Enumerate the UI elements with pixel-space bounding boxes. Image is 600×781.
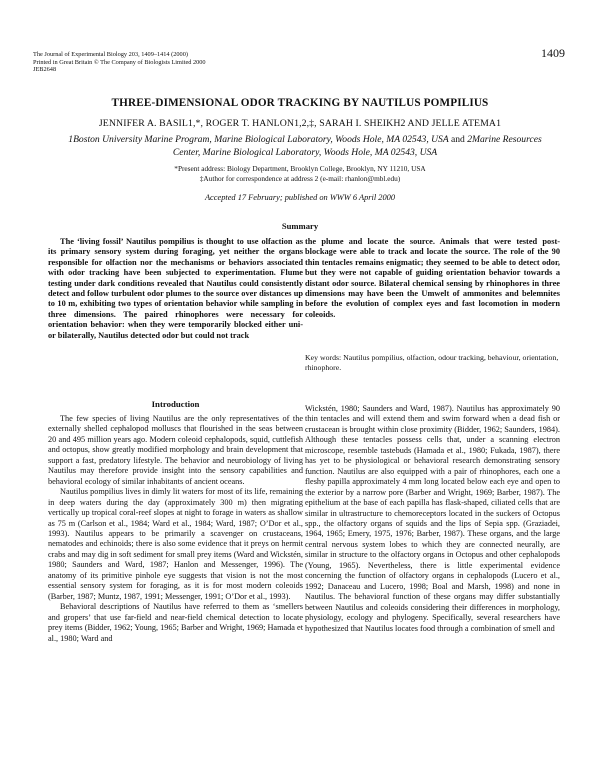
affiliation-conjunction: and <box>450 134 465 145</box>
body-paragraph: Wickstén, 1980; Saunders and Ward, 1987). Nautilus has approximately 90 thin tentacles and will extend them and swim forward when a dead fish or crustacean is brought within close proximity (Bidder, 1962; Saunders, 1984). Although these tentacles possess cells that, under a scanning electron microscope, resemble tastebuds (Hamada et al., 1980; Fukada, 1987), there has yet to be physiological or behavioral research demonstrating sensory function. Nautilus are also equipped with a pair of rhinophores, each one a fleshy papilla approximately 4 mm long located below each eye and open to the exterior by a narrow pore (Barber and Wright, 1969; Barber, 1987). The epithelium at the base of each papilla has flask-shaped, ciliated cells that are similar in ultrastructure to chemoreceptors located in the suckers of Octopus spp., the olfactory organs of squids and the lips of Sepia spp. (Graziadei, 1964, 1965; Emery, 1975, 1976; Barber, 1987). These organs, and the large central nervous system lobes to which they are connected neurally, are similar in structure to the olfactory organs in Octopus and other cephalopods (Young, 1965). Nevertheless, there is little experimental evidence concerning the function of olfactory organs in cephalopods (Lucero et al., 1992; Danaceau and Lucero, 1998; Boal and Marsh, 1998) and none in Nautilus. The behavioral function of these organs may differ substantially between Nautilus and coleoids considering their differences in morphology, physiology, ecology and phylogeny. Specifically, several researchers have hypothesized that Nautilus locates food through a combination of smell and <box>305 404 560 633</box>
article-title: THREE-DIMENSIONAL ODOR TRACKING BY NAUTILUS POMPILIUS <box>111 97 489 109</box>
summary-paragraph-right: the plume and locate the source. Animals that were tested post-blockage were able to track and locate the source. The role of the 90 thin tentacles remains enigmatic; they seemed to be able to detect odor, but they were not capable of guiding orientation behavior towards a distant odor source. Bilateral chemical sensing by rhinophores in three dimensions may have been the Umwelt of ammonites and belemnites before the evolution of complex eyes and fast locomotion in modern coleoids. <box>305 237 560 319</box>
journal-copyright: Printed in Great Britain © The Company of Biologists Limited 2000 <box>33 58 206 66</box>
summary-heading: Summary <box>281 221 319 231</box>
keywords <box>305 353 560 374</box>
affiliations <box>55 134 555 159</box>
body-paragraph: Nautilus pompilius lives in dimly lit waters for most of its life, remaining in deep waters during the day (approximately 300 m) then migrating vertically up tropical coral-reef slopes at night to forage in waters as shallow as 75 m (Carlson et al., 1984; Ward et al., 1984; Ward, 1987; O’Dor et al., 1993). Nautilus appears to be primarily a scavenger on crustaceans, nematodes and echinoids; there is also some evidence that it preys on hermit crabs and may dig in soft sediment for small prey items (Ward and Wickstén, 1980; Saunders and Ward, 1987; Hanlon and Messenger, 1996). The anatomy of its primitive pinhole eye suggests that vision is not the most essential sensory system for foraging, as it is for most modern coleoids (Barber, 1987; Muntz, 1987, 1991; Messenger, 1991; O’Dor et al., 1993). <box>48 487 303 601</box>
introduction-left-column <box>48 414 303 764</box>
introduction-heading: Introduction <box>151 399 200 409</box>
journal-article-code: JEB2648 <box>33 66 57 74</box>
body-paragraph: The few species of living Nautilus are the only representatives of the externally shelled cephalopod molluscs that flourished in the seas between 20 and 495 million years ago. Modern coleoid cephalopods, squid, cuttlefish and octopus, show greatly modified morphology and brain development that support a fast, predatory lifestyle. The behavior and neurobiology of living Nautilus may therefore provide insight into the sensory capabilities and behavioral ecology of similar inhabitants of ancient oceans. <box>48 414 303 486</box>
keywords-list: Nautilus pompilius, olfaction, odour tracking, behaviour, orientation, rhinophore. <box>305 353 559 373</box>
journal-citation: The Journal of Experimental Biology 203, 1409–1414 (2000) <box>33 51 188 58</box>
keywords-label: Key words: <box>305 353 342 362</box>
correspondence-note: ‡Author for correspondence at address 2 (e-mail: rhanlon@mbl.edu) <box>199 173 401 183</box>
introduction-right-column <box>305 404 560 764</box>
affiliation-2: 2Marine Resources Center, Marine Biological Laboratory, Woods Hole, MA 02543, USA <box>172 134 542 158</box>
page-number: 1409 <box>541 46 565 60</box>
author-notes <box>0 164 600 183</box>
present-address-note: *Present address: Biology Department, Brooklyn College, Brooklyn, NY 11210, USA <box>174 164 426 173</box>
journal-header <box>33 51 333 74</box>
summary-right-column <box>305 237 560 347</box>
affiliation-1: 1Boston University Marine Program, Marine Biological Laboratory, Woods Hole, MA 02543, USA <box>68 134 449 145</box>
author-list: JENNIFER A. BASIL1,*, ROGER T. HANLON1,2,‡, SARAH I. SHEIKH2 AND JELLE ATEMA1 <box>98 118 502 129</box>
summary-left-column <box>48 237 303 387</box>
summary-paragraph-left: The ‘living fossil’ Nautilus pompilius is thought to use olfaction as its primary sensory system during foraging, yet neither the organs responsible for olfaction nor the mechanisms or behaviors associated with odor tracking have been subjected to experimentation. Flume testing under dark conditions revealed that Nautilus could consistently detect and follow turbulent odor plumes to the source over distances up to 10 m, exhibiting two types of orientation behavior while sampling in three dimensions. The paired rhinophores were necessary for orientation behavior: when they were temporarily blocked either uni- or bilaterally, Nautilus detected odor but could not track <box>48 237 303 340</box>
accepted-date: Accepted 17 February; published on WWW 6 April 2000 <box>204 193 396 202</box>
body-paragraph: Behavioral descriptions of Nautilus have referred to them as ‘smellers and gropers’ that use far-field and near-field chemical detection to locate prey items (Bidder, 1962; Young, 1965; Barber and Wright, 1969; Hamada et al., 1980; Ward and <box>48 602 303 643</box>
